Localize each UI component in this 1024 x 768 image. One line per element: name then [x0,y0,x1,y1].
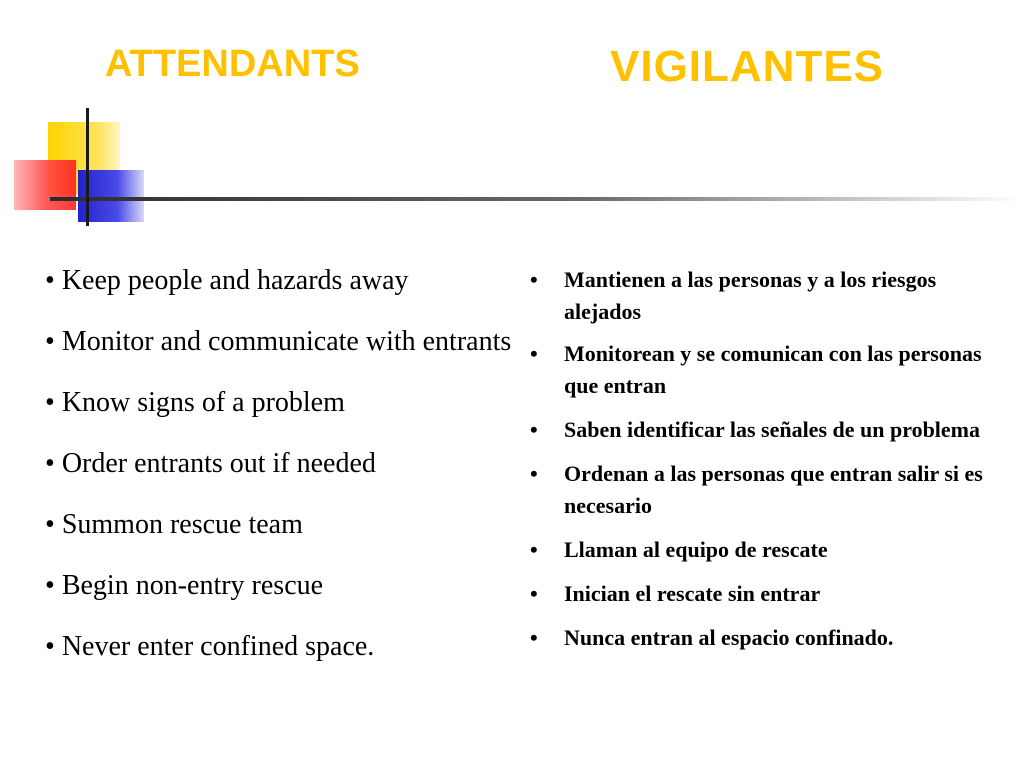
list-item [530,264,1000,328]
list-item [45,433,515,494]
list-item-text: Never enter confined space. [61,631,375,662]
horizontal-rule [50,197,1024,201]
bullet-glyph: • [530,267,538,292]
list-item-text: Monitorean y se comunican con las personas que entran [564,341,982,398]
title-attendants: ATTENDANTS [105,43,360,85]
list-item [45,372,515,433]
list-item [530,578,1000,610]
attendants-list [45,250,515,677]
list-item-text: Summon rescue team [61,509,303,540]
bullet-glyph: • [530,417,538,442]
list-item [530,338,1000,402]
vigilantes-list [530,264,1000,666]
vertical-rule [86,108,89,226]
list-item-text: Saben identificar las señales de un problema [564,417,981,442]
list-item-text: Begin non-entry rescue [61,570,324,601]
list-item-text: Llaman al equipo de rescate [564,537,828,562]
list-item-text: Mantienen a las personas y a los riesgos alejados [564,267,937,324]
list-item-text: Keep people and hazards away [61,265,409,296]
bullet-glyph: • [45,326,55,357]
bullet-glyph: • [45,387,55,418]
bullet-glyph: • [530,461,538,486]
list-item-text: Know signs of a problem [61,387,345,418]
list-item [530,414,1000,446]
list-item [530,622,1000,654]
list-item [530,534,1000,566]
list-item-text: Inician el rescate sin entrar [564,581,821,606]
title-vigilantes: VIGILANTES [610,42,885,91]
bullet-glyph: • [45,570,55,601]
list-item [530,458,1000,522]
list-item-text: Nunca entran al espacio confinado. [564,625,894,650]
list-item-text: Monitor and communicate with entrants [61,326,512,357]
list-item-text: Ordenan a las personas que entran salir si es necesario [564,461,983,518]
red-square [14,160,76,210]
list-item [45,616,515,677]
bullet-glyph: • [530,581,538,606]
list-item [45,250,515,311]
bullet-glyph: • [530,625,538,650]
bullet-glyph: • [45,509,55,540]
bullet-glyph: • [45,448,55,479]
list-item-text: Order entrants out if needed [61,448,376,479]
bullet-glyph: • [530,537,538,562]
list-item [45,555,515,616]
decorative-header-graphic [0,100,1024,240]
bullet-glyph: • [45,265,55,296]
list-item [45,311,515,372]
bullet-glyph: • [530,341,538,366]
list-item [45,494,515,555]
bullet-glyph: • [45,631,55,662]
